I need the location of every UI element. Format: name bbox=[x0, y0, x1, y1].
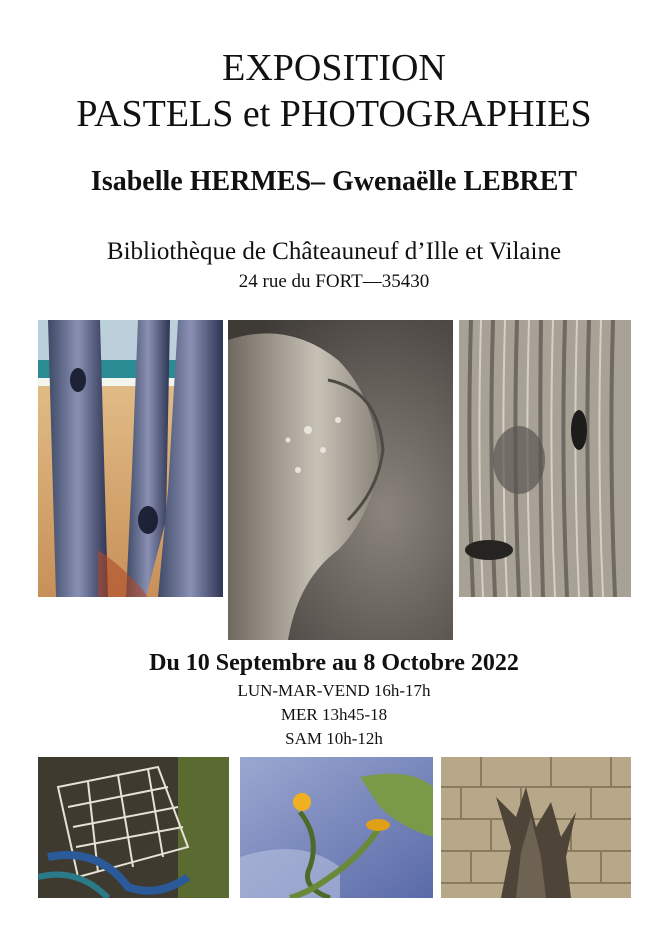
artists-names: Isabelle HERMES– Gwenaëlle LEBRET bbox=[90, 166, 578, 197]
hours-line: SAM 10h-12h bbox=[285, 729, 383, 748]
exhibition-dates: Du 10 Septembre au 8 Octobre 2022 bbox=[149, 650, 519, 676]
exhibition-title-line1: EXPOSITION bbox=[222, 47, 446, 89]
photo-weathered-wood-image bbox=[459, 320, 631, 597]
venue-name: Bibliothèque de Châteauneuf d’Ille et Vilaine bbox=[106, 238, 562, 265]
pastel-buoy-shore-image bbox=[240, 757, 433, 898]
pastel-lobster-traps-image bbox=[38, 757, 229, 898]
hours-line: MER 13h45-18 bbox=[280, 705, 388, 724]
photo-driftwood-face-image bbox=[228, 320, 453, 640]
photo-driftwood-stone-wall-image bbox=[441, 757, 631, 898]
exhibition-title-line2: PASTELS et PHOTOGRAPHIES bbox=[76, 93, 592, 135]
venue-address: 24 rue du FORT—35430 bbox=[238, 271, 430, 292]
hours-line: LUN-MAR-VEND 16h-17h bbox=[237, 681, 431, 700]
pastel-wooden-posts-image bbox=[38, 320, 223, 597]
